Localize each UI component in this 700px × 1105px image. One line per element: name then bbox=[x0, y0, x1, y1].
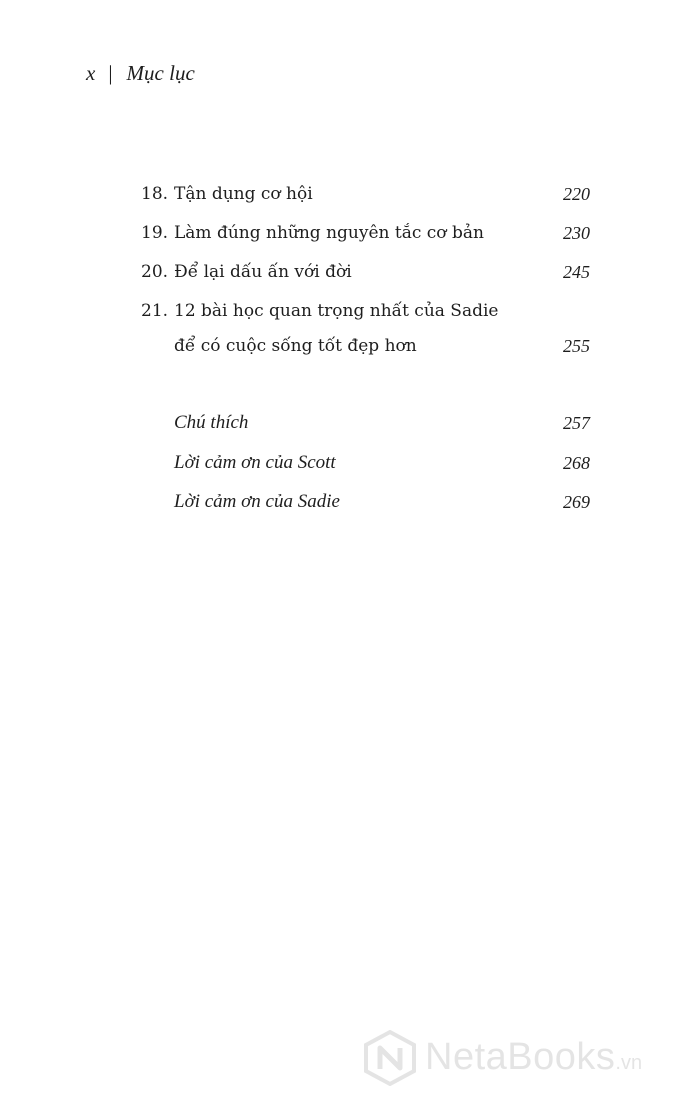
running-header bbox=[86, 58, 195, 88]
watermark-brand: NetaBooks.vn bbox=[425, 1036, 643, 1078]
toc-entry-21 bbox=[141, 295, 590, 327]
chapter-page-number: 220 bbox=[563, 184, 590, 204]
header-separator: | bbox=[108, 61, 113, 85]
toc-entry-18 bbox=[141, 178, 590, 210]
watermark-logo-icon bbox=[363, 1030, 417, 1086]
back-matter-title: Lời cảm ơn của Scott bbox=[174, 452, 336, 473]
watermark bbox=[363, 1028, 693, 1088]
chapter-number: 19. bbox=[141, 223, 169, 243]
chapter-title-line-1: 12 bài học quan trọng nhất của Sadie bbox=[174, 301, 499, 321]
chapter-title-line-2: để có cuộc sống tốt đẹp hơn bbox=[174, 336, 417, 356]
chapter-title: Làm đúng những nguyên tắc cơ bản bbox=[174, 223, 484, 243]
toc-entry-notes bbox=[141, 407, 590, 439]
toc-entry-acknowledgements-sadie bbox=[141, 486, 590, 518]
chapter-number: 21. bbox=[141, 301, 169, 321]
chapter-page-number: 230 bbox=[563, 223, 590, 243]
toc-entry-19 bbox=[141, 217, 590, 249]
toc-entry-21-continued bbox=[141, 330, 590, 362]
toc-entry-20 bbox=[141, 256, 590, 288]
back-matter-title: Chú thích bbox=[174, 412, 249, 433]
running-header-title: Mục lục bbox=[126, 61, 195, 85]
chapter-title: Tận dụng cơ hội bbox=[174, 184, 313, 204]
chapter-title: Để lại dấu ấn với đời bbox=[174, 262, 352, 282]
toc-entry-acknowledgements-scott bbox=[141, 447, 590, 479]
chapter-page-number: 245 bbox=[563, 262, 590, 282]
back-matter-page-number: 268 bbox=[563, 453, 590, 473]
page-folio: x bbox=[86, 61, 96, 85]
chapter-number: 18. bbox=[141, 184, 169, 204]
watermark-suffix: .vn bbox=[615, 1052, 643, 1074]
back-matter-page-number: 257 bbox=[563, 413, 590, 433]
back-matter-title: Lời cảm ơn của Sadie bbox=[174, 491, 340, 512]
chapter-number: 20. bbox=[141, 262, 169, 282]
back-matter-page-number: 269 bbox=[563, 492, 590, 512]
chapter-page-number: 255 bbox=[563, 336, 590, 356]
